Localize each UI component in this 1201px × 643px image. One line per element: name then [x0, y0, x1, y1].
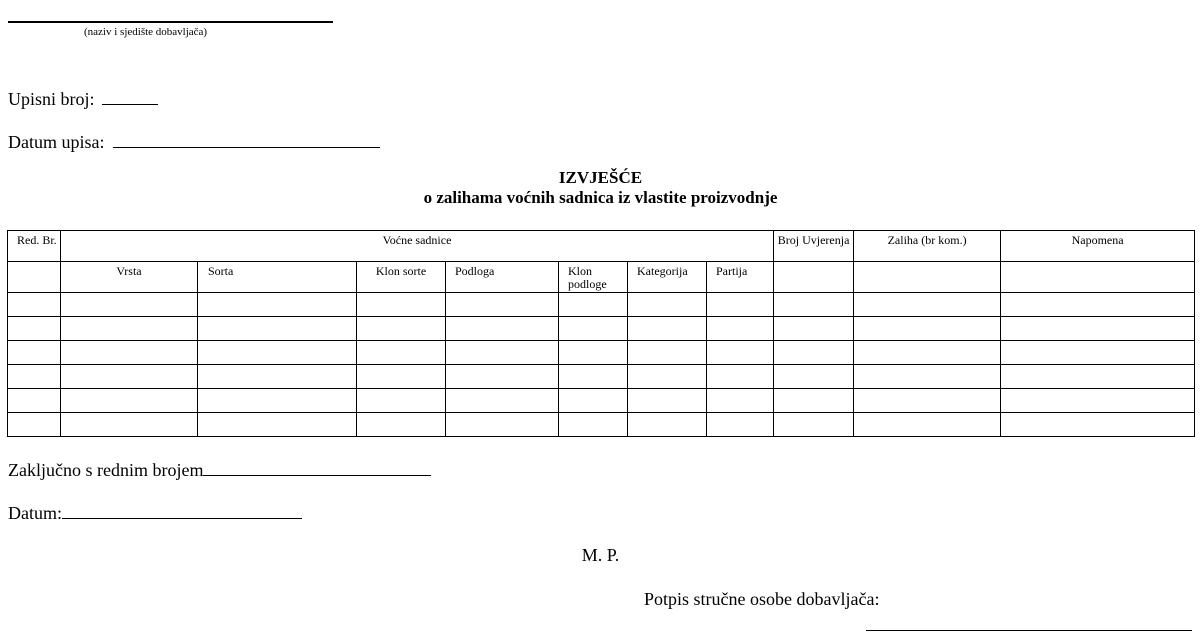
table-cell[interactable]: [854, 293, 1001, 317]
stamp-placeholder: M. P.: [581, 545, 620, 565]
subheader-partija: Partija: [707, 262, 774, 293]
table-cell[interactable]: [774, 341, 854, 365]
table-cell[interactable]: [357, 317, 446, 341]
table-cell[interactable]: [198, 317, 357, 341]
table-cell[interactable]: [8, 341, 61, 365]
table-cell[interactable]: [854, 365, 1001, 389]
document-title-main: IZVJEŠĆE: [558, 168, 643, 187]
date-label: Datum:: [8, 503, 62, 523]
header-vocne-sadnice: Voćne sadnice: [61, 231, 774, 262]
subheader-kategorija: Kategorija: [628, 262, 707, 293]
header-red-br: Red. Br.: [8, 231, 61, 262]
table-cell[interactable]: [61, 317, 198, 341]
header-zaliha: Zaliha (br kom.): [854, 231, 1001, 262]
table-cell[interactable]: [559, 413, 628, 437]
table-cell[interactable]: [854, 341, 1001, 365]
table-cell[interactable]: [774, 317, 854, 341]
table-cell[interactable]: [1001, 389, 1195, 413]
table-cell[interactable]: [628, 341, 707, 365]
table-cell[interactable]: [198, 341, 357, 365]
table-cell[interactable]: [774, 293, 854, 317]
table-cell[interactable]: [774, 413, 854, 437]
concluded-field: [8, 458, 431, 480]
table-cell[interactable]: [559, 365, 628, 389]
header-broj-uvjerenja: Broj Uvjerenja: [774, 231, 854, 262]
subheader-empty: [854, 262, 1001, 293]
table-cell[interactable]: [628, 389, 707, 413]
table-cell[interactable]: [707, 317, 774, 341]
table-cell[interactable]: [8, 389, 61, 413]
table-cell[interactable]: [854, 317, 1001, 341]
concluded-label: Zaključno s rednim brojem: [8, 460, 204, 480]
date-input[interactable]: [62, 501, 302, 519]
table-cell[interactable]: [628, 317, 707, 341]
table-cell[interactable]: [61, 341, 198, 365]
table-cell[interactable]: [1001, 365, 1195, 389]
table-cell[interactable]: [1001, 341, 1195, 365]
table-row: [8, 341, 1195, 365]
signature-line[interactable]: [866, 630, 1192, 631]
table-cell[interactable]: [446, 413, 559, 437]
table-cell[interactable]: [198, 293, 357, 317]
table-cell[interactable]: [8, 413, 61, 437]
table-cell[interactable]: [61, 293, 198, 317]
table-cell[interactable]: [707, 293, 774, 317]
registration-number-input[interactable]: [102, 87, 158, 105]
table-cell[interactable]: [1001, 413, 1195, 437]
table-cell[interactable]: [628, 413, 707, 437]
table-cell[interactable]: [198, 413, 357, 437]
table-cell[interactable]: [198, 389, 357, 413]
table-cell[interactable]: [446, 365, 559, 389]
table-cell[interactable]: [559, 293, 628, 317]
subheader-podloga: Podloga: [446, 262, 559, 293]
document-title: [0, 168, 1201, 208]
table-cell[interactable]: [357, 293, 446, 317]
table-row: [8, 413, 1195, 437]
table-cell[interactable]: [707, 413, 774, 437]
table-cell[interactable]: [446, 293, 559, 317]
table-cell[interactable]: [357, 365, 446, 389]
subheader-klon-podloge: Klon podloge: [559, 262, 628, 293]
table-cell[interactable]: [559, 341, 628, 365]
table-cell[interactable]: [1001, 293, 1195, 317]
table-cell[interactable]: [61, 389, 198, 413]
document-title-subtitle: o zalihama voćnih sadnica iz vlastite proizvodnje: [423, 188, 778, 207]
table-cell[interactable]: [707, 389, 774, 413]
table-cell[interactable]: [774, 365, 854, 389]
table-cell[interactable]: [446, 389, 559, 413]
table-cell[interactable]: [61, 365, 198, 389]
table-row: [8, 317, 1195, 341]
table-cell[interactable]: [198, 365, 357, 389]
subheader-sorta: Sorta: [198, 262, 357, 293]
supplier-caption: (naziv i sjedište dobavljača): [84, 26, 208, 38]
subheader-vrsta: Vrsta: [61, 262, 198, 293]
subheader-empty: [774, 262, 854, 293]
table-cell[interactable]: [774, 389, 854, 413]
registration-date-label: Datum upisa:: [8, 132, 105, 152]
table-cell[interactable]: [628, 293, 707, 317]
registration-number-label: Upisni broj:: [8, 89, 95, 109]
table-cell[interactable]: [854, 413, 1001, 437]
table-cell[interactable]: [707, 365, 774, 389]
header-napomena: Napomena: [1001, 231, 1195, 262]
date-field: [8, 501, 302, 523]
table-row: [8, 389, 1195, 413]
table-cell[interactable]: [8, 293, 61, 317]
subheader-empty: [1001, 262, 1195, 293]
table-cell[interactable]: [854, 389, 1001, 413]
table-row: [8, 293, 1195, 317]
table-cell[interactable]: [628, 365, 707, 389]
table-cell[interactable]: [357, 389, 446, 413]
registration-date-input[interactable]: [113, 130, 380, 148]
registration-number-field: [8, 87, 158, 109]
subheader-klon-sorte: Klon sorte: [357, 262, 446, 293]
concluded-input[interactable]: [203, 458, 431, 476]
table-cell[interactable]: [446, 341, 559, 365]
table-cell[interactable]: [707, 341, 774, 365]
stock-table: [7, 230, 1195, 437]
table-cell[interactable]: [559, 389, 628, 413]
table-row: [8, 365, 1195, 389]
signature-label: Potpis stručne osobe dobavljača:: [644, 589, 880, 609]
table-cell[interactable]: [446, 317, 559, 341]
table-cell[interactable]: [1001, 317, 1195, 341]
registration-date-field: [8, 130, 380, 152]
table-cell[interactable]: [559, 317, 628, 341]
supplier-name-line[interactable]: [8, 21, 333, 23]
table-cell[interactable]: [8, 317, 61, 341]
table-cell[interactable]: [357, 341, 446, 365]
subheader-empty: [8, 262, 61, 293]
table-cell[interactable]: [61, 413, 198, 437]
table-cell[interactable]: [357, 413, 446, 437]
table-cell[interactable]: [8, 365, 61, 389]
